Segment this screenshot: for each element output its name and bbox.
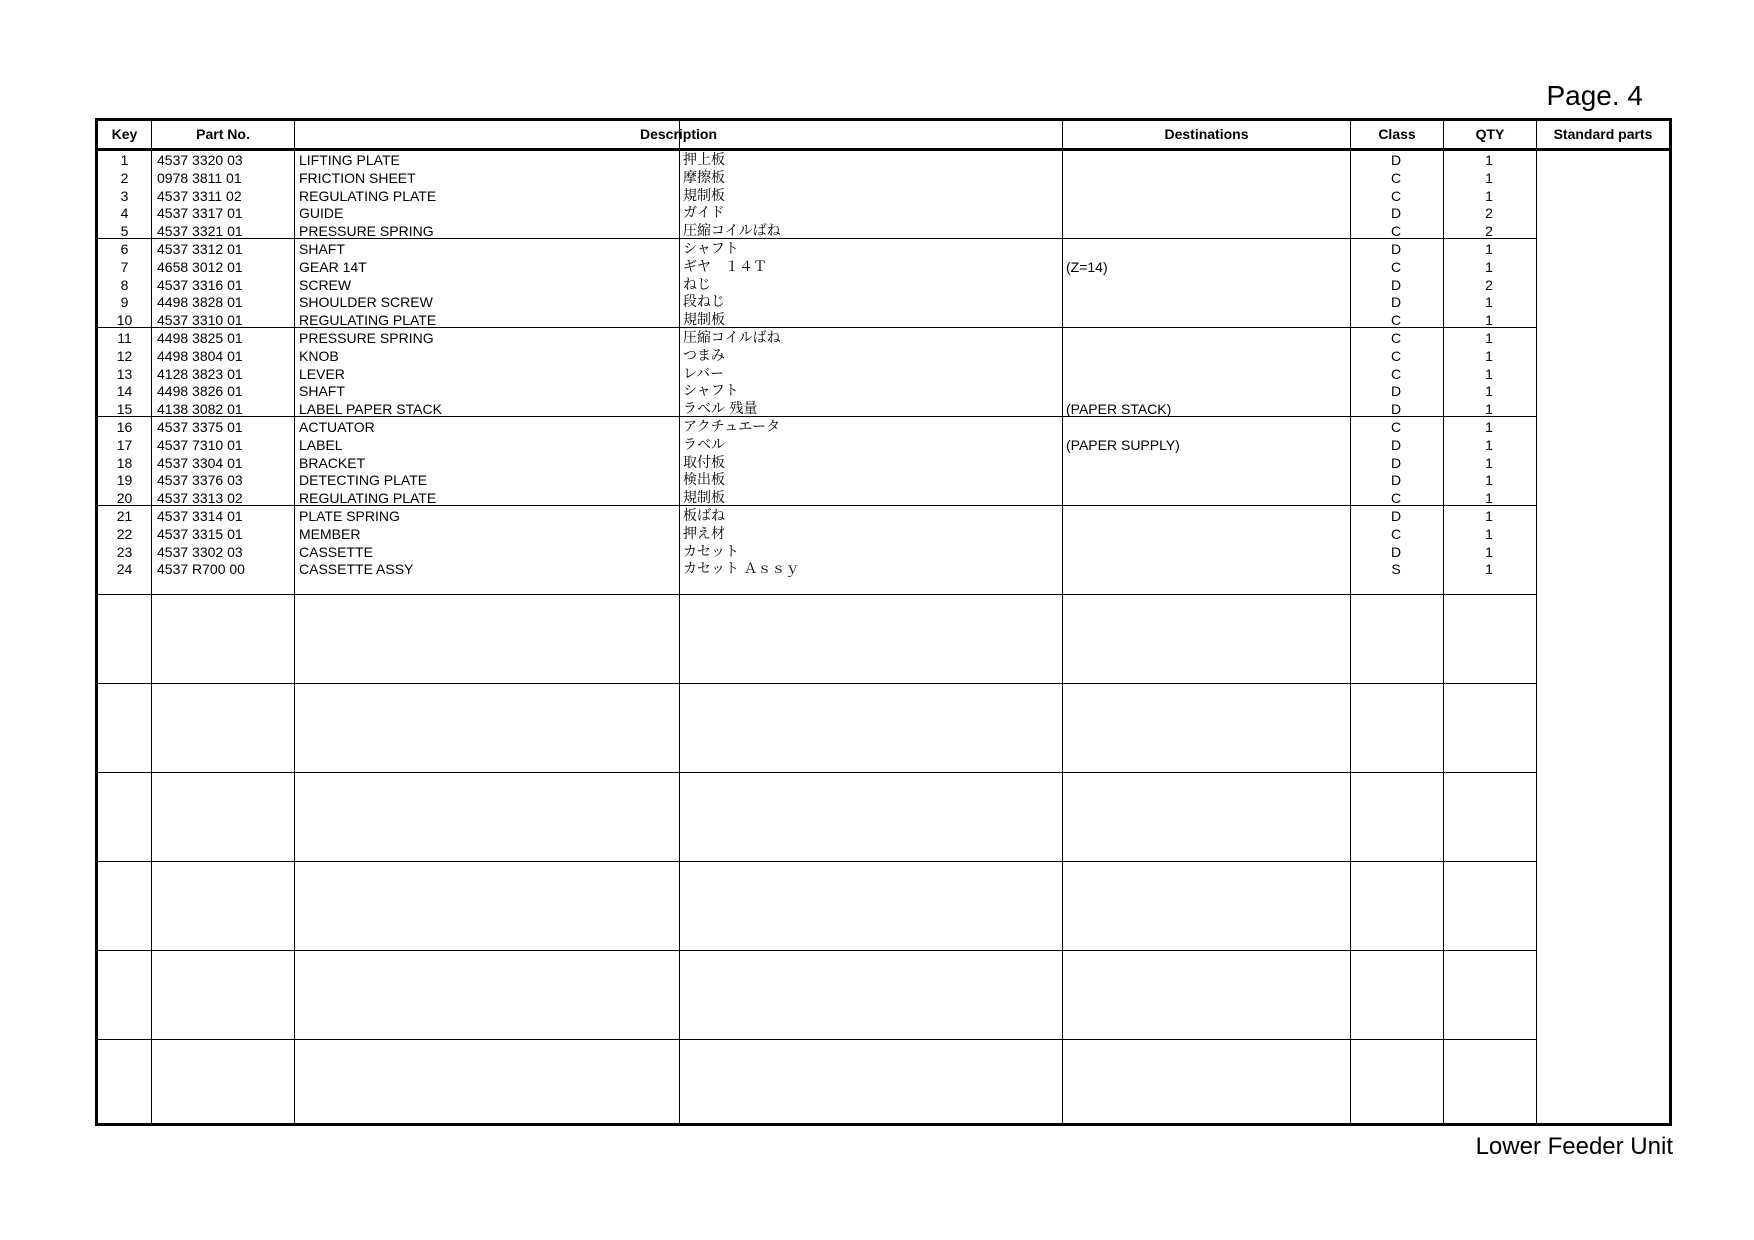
table-row xyxy=(98,400,1538,418)
description-english: LABEL PAPER STACK xyxy=(299,401,442,418)
quantity: 1 xyxy=(1485,508,1493,524)
column-header-qty: QTY xyxy=(1475,126,1505,142)
description-english: GEAR 14T xyxy=(299,258,367,275)
quantity: 1 xyxy=(1485,365,1493,382)
destination xyxy=(1066,560,1346,578)
part-class: C xyxy=(1390,347,1402,364)
part-key: 22 xyxy=(116,525,133,542)
quantity: 2 xyxy=(1485,223,1493,240)
description-english: DETECTING PLATE xyxy=(299,472,428,489)
part-class: C xyxy=(1390,187,1402,204)
column-header-part-no: Part No. xyxy=(196,126,250,142)
part-class: C xyxy=(1390,330,1402,346)
description-english: PLATE SPRING xyxy=(299,508,400,524)
part-key: 2 xyxy=(120,169,129,186)
destination xyxy=(1066,151,1346,169)
description-japanese: 検出板 xyxy=(683,472,725,489)
quantity: 1 xyxy=(1485,454,1493,471)
description-english: PRESSURE SPRING xyxy=(299,330,434,346)
description-english: CASSETTE ASSY xyxy=(299,561,414,578)
description-english: REGULATING PLATE xyxy=(299,490,437,507)
part-key: 18 xyxy=(116,454,133,471)
description-japanese: 押え材 xyxy=(683,525,725,542)
description-japanese: シャフト xyxy=(683,241,739,257)
part-number: 4537 3375 01 xyxy=(157,419,243,435)
destination xyxy=(1066,543,1346,561)
description-japanese: 圧縮コイルばね xyxy=(683,223,781,240)
description-japanese: ガイド xyxy=(683,205,725,222)
description-japanese: 段ねじ xyxy=(683,294,725,311)
part-key: 3 xyxy=(120,187,129,204)
description-english: REGULATING PLATE xyxy=(299,187,437,204)
part-key: 7 xyxy=(120,258,129,275)
column-header-standard-parts: Standard parts xyxy=(1553,126,1653,142)
description-english: LIFTING PLATE xyxy=(299,152,400,168)
quantity: 1 xyxy=(1485,543,1493,560)
part-number: 4138 3082 01 xyxy=(157,401,243,418)
part-key: 9 xyxy=(120,294,129,311)
description-japanese: 規制板 xyxy=(683,490,725,507)
column-header-destinations: Destinations xyxy=(1164,126,1249,142)
description-japanese: 取付板 xyxy=(683,454,725,471)
destination: (Z=14) xyxy=(1066,258,1108,275)
description-english: SCREW xyxy=(299,276,352,293)
table-row xyxy=(98,365,1538,383)
description-japanese: ラベル 残量 xyxy=(683,401,758,418)
quantity: 1 xyxy=(1485,187,1493,204)
table-row xyxy=(98,436,1538,454)
destination xyxy=(1066,365,1346,383)
part-key: 20 xyxy=(116,490,133,507)
part-class: D xyxy=(1390,241,1402,257)
part-key: 11 xyxy=(117,330,132,346)
description-english: KNOB xyxy=(299,347,339,364)
table-row xyxy=(98,204,1538,222)
part-class: C xyxy=(1390,490,1402,507)
description-japanese: ギヤ １４Ｔ xyxy=(683,258,767,275)
quantity: 1 xyxy=(1485,312,1493,329)
description-japanese: 押上板 xyxy=(683,152,725,168)
quantity: 1 xyxy=(1485,401,1493,418)
table-row xyxy=(98,151,1538,169)
table-row xyxy=(98,489,1538,507)
table-row xyxy=(98,293,1538,311)
part-class: D xyxy=(1390,294,1402,311)
part-key: 13 xyxy=(116,365,133,382)
part-key: 8 xyxy=(120,276,129,293)
part-key: 14 xyxy=(116,383,133,400)
quantity: 1 xyxy=(1485,419,1493,435)
description-english: LEVER xyxy=(299,365,345,382)
table-row xyxy=(98,169,1538,187)
part-class: C xyxy=(1390,223,1402,240)
part-key: 10 xyxy=(116,312,133,329)
description-japanese: ラベル xyxy=(683,436,725,453)
part-number: 4498 3804 01 xyxy=(157,347,243,364)
quantity: 1 xyxy=(1485,561,1493,578)
part-number: 4537 3320 03 xyxy=(157,152,243,168)
quantity: 1 xyxy=(1485,472,1493,489)
part-number: 4537 3313 02 xyxy=(157,490,243,507)
quantity: 1 xyxy=(1485,294,1493,311)
quantity: 1 xyxy=(1485,169,1493,186)
description-japanese: シャフト xyxy=(683,383,739,400)
part-class: D xyxy=(1390,205,1402,222)
description-japanese: 板ばね xyxy=(683,508,725,524)
destination xyxy=(1066,489,1346,507)
destination xyxy=(1066,525,1346,543)
destination xyxy=(1066,471,1346,489)
part-key: 19 xyxy=(116,472,133,489)
part-key: 21 xyxy=(116,508,133,524)
part-class: C xyxy=(1390,365,1402,382)
part-number: 4498 3826 01 xyxy=(157,383,243,400)
description-english: LABEL xyxy=(299,436,343,453)
table-row xyxy=(98,471,1538,489)
part-class: D xyxy=(1390,401,1402,418)
part-number: 4537 3376 03 xyxy=(157,472,243,489)
table-row xyxy=(98,258,1538,276)
parts-list-table xyxy=(95,118,1672,1126)
part-class: C xyxy=(1390,419,1402,435)
part-key: 1 xyxy=(120,152,129,168)
table-row xyxy=(98,418,1538,436)
section-title: Lower Feeder Unit xyxy=(1475,1133,1673,1160)
destination xyxy=(1066,240,1346,258)
description-english: PRESSURE SPRING xyxy=(299,223,434,240)
column-header-key: Key xyxy=(111,126,138,142)
quantity: 2 xyxy=(1485,205,1493,222)
quantity: 1 xyxy=(1485,490,1493,507)
table-row xyxy=(98,276,1538,294)
description-english: REGULATING PLATE xyxy=(299,312,437,329)
part-class: C xyxy=(1390,312,1402,329)
part-number: 4128 3823 01 xyxy=(157,365,243,382)
part-number: 4537 3304 01 xyxy=(157,454,243,471)
table-row xyxy=(98,187,1538,205)
description-japanese: 圧縮コイルばね xyxy=(683,330,781,346)
part-class: C xyxy=(1390,258,1402,275)
part-key: 17 xyxy=(116,436,133,453)
description-english: GUIDE xyxy=(299,205,344,222)
quantity: 1 xyxy=(1485,525,1493,542)
part-key: 4 xyxy=(120,205,129,222)
destination xyxy=(1066,169,1346,187)
quantity: 1 xyxy=(1485,436,1493,453)
table-row xyxy=(98,382,1538,400)
description-japanese: 規制板 xyxy=(683,312,725,329)
quantity: 1 xyxy=(1485,383,1493,400)
table-row xyxy=(98,507,1538,525)
part-number: 4537 3321 01 xyxy=(157,223,243,240)
description-english: FRICTION SHEET xyxy=(299,169,416,186)
description-japanese: ねじ xyxy=(683,276,711,293)
destination xyxy=(1066,276,1346,294)
description-japanese: つまみ xyxy=(683,347,725,364)
part-number: 4537 3314 01 xyxy=(157,508,243,524)
part-number: 4537 3316 01 xyxy=(157,276,243,293)
table-row xyxy=(98,329,1538,347)
description-english: BRACKET xyxy=(299,454,366,471)
column-header-description: Description xyxy=(639,126,717,142)
description-japanese: 摩擦板 xyxy=(683,169,725,186)
part-key: 6 xyxy=(120,241,129,257)
part-number: 4537 3312 01 xyxy=(157,241,243,257)
part-class: D xyxy=(1390,454,1402,471)
destination xyxy=(1066,418,1346,436)
destination xyxy=(1066,454,1346,472)
part-class: D xyxy=(1390,472,1402,489)
description-english: SHOULDER SCREW xyxy=(299,294,433,311)
quantity: 1 xyxy=(1485,330,1493,346)
part-class: D xyxy=(1390,436,1402,453)
destination xyxy=(1066,382,1346,400)
description-english: CASSETTE xyxy=(299,543,373,560)
part-number: 4498 3825 01 xyxy=(157,330,243,346)
part-class: D xyxy=(1390,383,1402,400)
table-row xyxy=(98,311,1538,329)
table-row xyxy=(98,454,1538,472)
page-number: Page. 4 xyxy=(1546,80,1643,111)
part-number: 0978 3811 01 xyxy=(157,169,242,186)
part-key: 5 xyxy=(120,223,129,240)
description-japanese: アクチュエータ xyxy=(683,419,781,435)
description-japanese: レバー xyxy=(683,365,725,382)
destination xyxy=(1066,204,1346,222)
quantity: 1 xyxy=(1485,241,1493,257)
destination: (PAPER STACK) xyxy=(1066,401,1172,418)
part-number: 4537 7310 01 xyxy=(157,436,243,453)
table-row xyxy=(98,560,1538,578)
destination xyxy=(1066,222,1346,240)
destination xyxy=(1066,187,1346,205)
part-key: 12 xyxy=(116,347,133,364)
description-japanese: カセット Ａｓｓｙ xyxy=(683,561,800,578)
table-row xyxy=(98,222,1538,240)
table-row xyxy=(98,525,1538,543)
destination xyxy=(1066,347,1346,365)
part-class: D xyxy=(1390,276,1402,293)
table-row xyxy=(98,347,1538,365)
column-header-class: Class xyxy=(1378,126,1416,142)
part-number: 4537 R700 00 xyxy=(157,561,245,578)
part-class: D xyxy=(1390,152,1402,168)
part-number: 4658 3012 01 xyxy=(157,258,243,275)
description-japanese: カセット xyxy=(683,543,739,560)
table-row xyxy=(98,240,1538,258)
part-number: 4537 3315 01 xyxy=(157,525,243,542)
part-class: S xyxy=(1391,561,1401,578)
part-class: D xyxy=(1390,508,1402,524)
part-class: D xyxy=(1390,543,1402,560)
table-row xyxy=(98,543,1538,561)
quantity: 1 xyxy=(1485,347,1493,364)
description-english: MEMBER xyxy=(299,525,361,542)
part-number: 4498 3828 01 xyxy=(157,294,243,311)
part-key: 24 xyxy=(116,561,133,578)
part-key: 23 xyxy=(116,543,133,560)
part-class: C xyxy=(1390,169,1402,186)
description-english: ACTUATOR xyxy=(299,419,375,435)
description-english: SHAFT xyxy=(299,241,345,257)
part-key: 16 xyxy=(116,419,133,435)
description-japanese: 規制板 xyxy=(683,187,725,204)
destination: (PAPER SUPPLY) xyxy=(1066,436,1180,453)
quantity: 2 xyxy=(1485,276,1493,293)
part-number: 4537 3310 01 xyxy=(157,312,243,329)
part-number: 4537 3302 03 xyxy=(157,543,243,560)
destination xyxy=(1066,507,1346,525)
description-english: SHAFT xyxy=(299,383,345,400)
part-number: 4537 3317 01 xyxy=(157,205,243,222)
part-class: C xyxy=(1390,525,1402,542)
destination xyxy=(1066,329,1346,347)
part-key: 15 xyxy=(116,401,133,418)
part-number: 4537 3311 02 xyxy=(157,187,242,204)
destination xyxy=(1066,293,1346,311)
quantity: 1 xyxy=(1485,258,1493,275)
quantity: 1 xyxy=(1485,152,1493,168)
destination xyxy=(1066,311,1346,329)
